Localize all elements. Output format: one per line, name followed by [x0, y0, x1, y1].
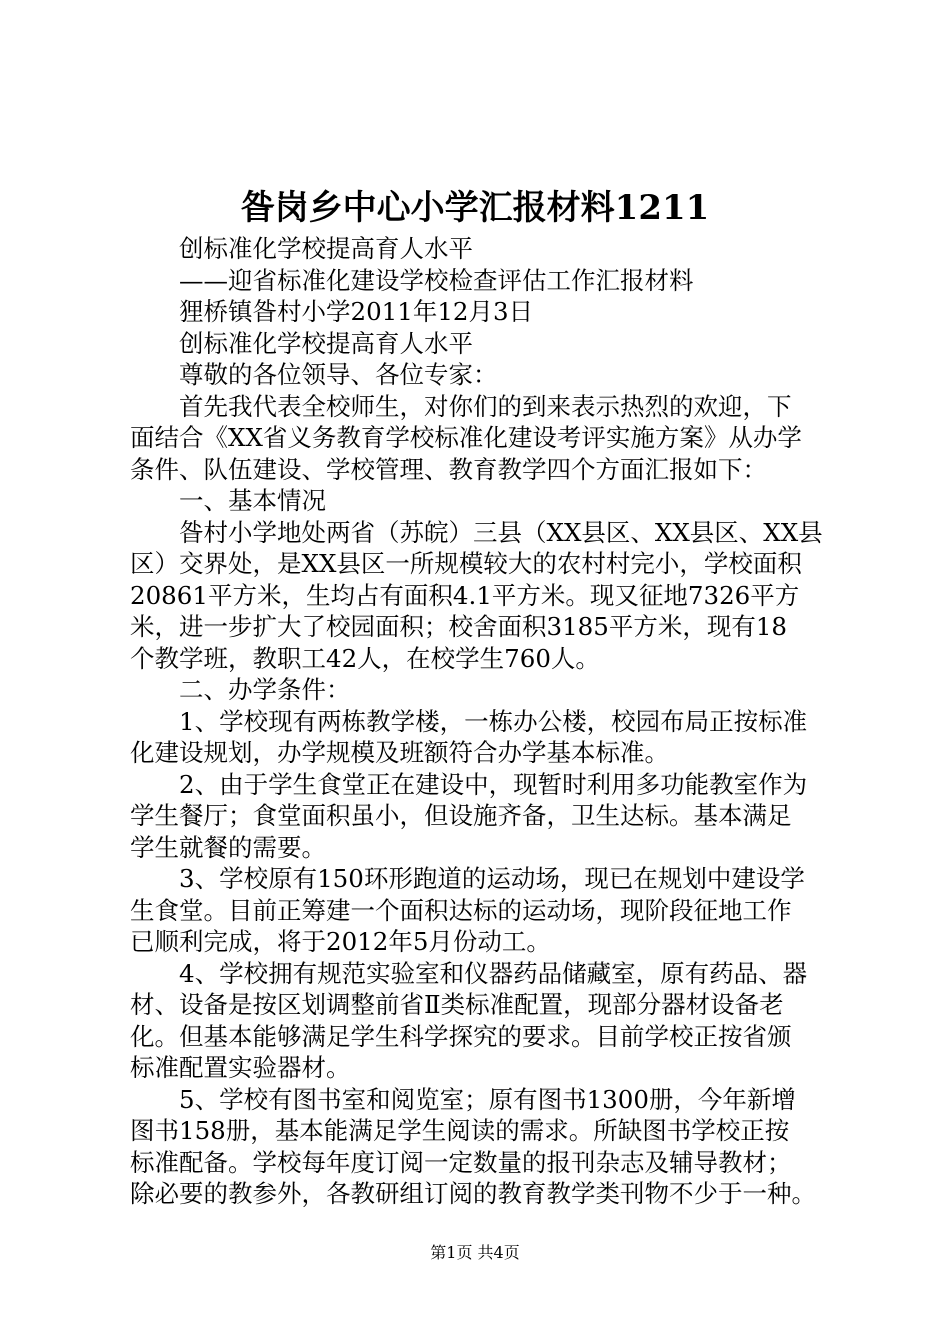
text-line: 个教学班，教职工42人，在校学生760人。	[130, 643, 600, 673]
page-footer: 第1页 共4页	[430, 1243, 520, 1262]
text-line: 除必要的教参外，各教研组订阅的教育教学类刊物不少于一种。	[130, 1179, 816, 1208]
text-line: 标准配备。学校每年度订阅一定数量的报刊杂志及辅导教材；	[130, 1147, 792, 1177]
text-line: 尊敬的各位领导、各位专家：	[179, 360, 498, 389]
document-title: 昝岗乡中心小学汇报材料1211	[240, 188, 710, 228]
text-line: 狸桥镇昝村小学2011年12月3日	[179, 297, 534, 326]
text-line: 3、学校原有150环形跑道的运动场，现已在规划中建设学	[179, 864, 805, 893]
text-line: 米，进一步扩大了校园面积；校舍面积3185平方米，现有18	[130, 612, 788, 641]
text-line: 1、学校现有两栋教学楼，一栋办公楼，校园布局正按标准	[179, 706, 808, 736]
text-line: 4、学校拥有规范实验室和仪器药品储藏室，原有药品、器	[179, 958, 808, 988]
text-line: 2、由于学生食堂正在建设中，现暂时利用多功能教室作为	[179, 769, 808, 799]
text-line: 学生就餐的需要。	[130, 832, 326, 862]
text-line: 生食堂。目前正筹建一个面积达标的运动场，现阶段征地工作	[130, 895, 792, 925]
text-line: 二、办学条件：	[179, 675, 351, 704]
text-line: 材、设备是按区划调整前省Ⅱ类标准配置，现部分器材设备老	[130, 990, 784, 1019]
document-body	[130, 233, 830, 1210]
text-line: 图书158册，基本能满足学生阅读的需求。所缺图书学校正按	[130, 1116, 790, 1145]
text-line: 化建设规划，办学规模及班额符合办学基本标准。	[130, 738, 669, 767]
text-line: 已顺利完成，将于2012年5月份动工。	[130, 927, 551, 956]
text-line: 创标准化学校提高育人水平	[179, 328, 473, 358]
text-line: 一、基本情况	[179, 486, 326, 515]
text-line: 20861平方米，生均占有面积4.1平方米。现又征地7326平方	[130, 580, 800, 610]
text-line: 标准配置实验器材。	[130, 1053, 351, 1082]
text-line: 区）交界处，是XX县区一所规模较大的农村村完小，学校面积	[130, 549, 802, 578]
text-line: 面结合《XX省义务教育学校标准化建设考评实施方案》从办学	[130, 423, 802, 452]
text-line: 条件、队伍建设、学校管理、教育教学四个方面汇报如下：	[130, 454, 767, 484]
text-line: ——迎省标准化建设学校检查评估工作汇报材料	[179, 265, 694, 295]
text-line: 首先我代表全校师生，对你们的到来表示热烈的欢迎，下	[179, 391, 792, 421]
text-line: 学生餐厅；食堂面积虽小，但设施齐备，卫生达标。基本满足	[130, 801, 792, 830]
text-line: 创标准化学校提高育人水平	[179, 234, 473, 263]
text-line: 化。但基本能够满足学生科学探究的要求。目前学校正按省颁	[130, 1021, 792, 1051]
text-line: 5、学校有图书室和阅览室；原有图书1300册，今年新增	[179, 1084, 796, 1114]
text-line: 昝村小学地处两省（苏皖）三县（XX县区、XX县区、XX县	[179, 517, 823, 547]
